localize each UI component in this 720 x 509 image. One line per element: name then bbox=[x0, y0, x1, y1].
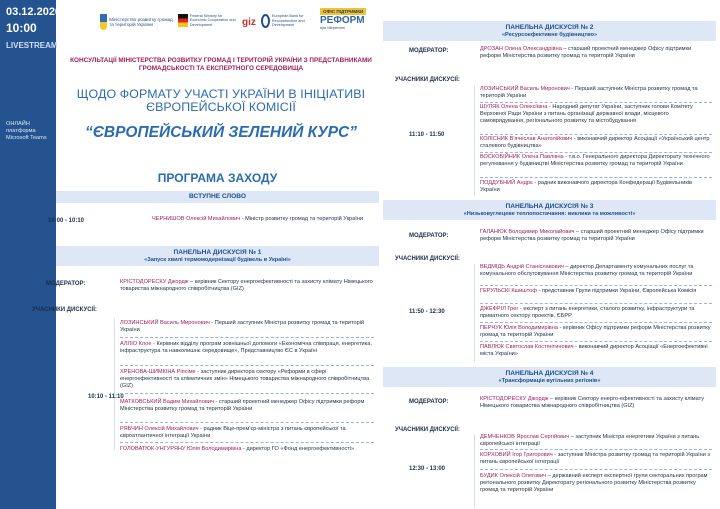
panel3-participant: ДЖЕФРІЛ Грег - експерт з питань енергетики, сталого розвитку, інфраструктури та приватного сектору проектів, ЄБРР bbox=[480, 306, 695, 319]
separator bbox=[120, 337, 374, 338]
separator bbox=[480, 322, 712, 323]
panel1-bar: ПАНЕЛЬНА ДИСКУСІЯ № 1 «Запуск хвилі термомодернізації будівель в Україні» bbox=[56, 246, 379, 266]
intro-bar: ВСТУПНЕ СЛОВО bbox=[56, 191, 379, 203]
panel1-divider bbox=[114, 318, 115, 450]
event-time: 10:00 bbox=[6, 21, 37, 35]
right-column bbox=[383, 0, 716, 509]
separator bbox=[120, 442, 374, 443]
panel1-participant: ГОЛОВАТЮК-УНГУРЯНУ Юлія Володимирівна - директор ГО «Фонд енергоефективності» bbox=[120, 446, 355, 452]
intro-speaker: ЧЕРНИШОВ Олексій Михайлович - Міністр розвитку громад та територій України bbox=[152, 216, 364, 222]
panel1-participants-label: УЧАСНИКИ ДИСКУСІЇ: bbox=[32, 307, 97, 313]
livestream-label: LIVESTREAM bbox=[6, 41, 58, 50]
sidebar bbox=[0, 0, 62, 509]
separator bbox=[480, 177, 712, 178]
panel4-moderator-label: МОДЕРАТОР: bbox=[409, 399, 449, 405]
panel3-participants-label: УЧАСНИКИ ДИСКУСІЇ: bbox=[395, 256, 460, 262]
shield-icon bbox=[100, 14, 107, 30]
page-title: ЩОДО ФОРМАТУ УЧАСТІ УКРАЇНИ В ІНІЦІАТИВІ ЄВРОПЕЙСЬКОЇ КОМІСІЇ bbox=[76, 87, 366, 115]
panel4-divider bbox=[474, 434, 475, 508]
panel3-bar: ПАНЕЛЬНА ДИСКУСІЯ № 3 «Низьковуглецеве теплопостачання: виклики та можливості» bbox=[383, 200, 716, 220]
panel4-participant: ДЕМЧЕНКОВ Ярослав Сергійович – заступник Міністра енергетики України з питань європейської інтеграції bbox=[480, 434, 700, 447]
separator bbox=[120, 422, 374, 423]
separator bbox=[480, 285, 712, 286]
panel1-moderator-label: МОДЕРАТОР: bbox=[46, 281, 86, 287]
panel3-divider bbox=[474, 264, 475, 362]
partner-logos bbox=[56, 6, 379, 46]
panel1-time: 10:10 - 11:10 bbox=[88, 394, 124, 400]
bmz-logo: Federal Ministry for Economic Cooperation and Development bbox=[178, 14, 236, 27]
panel3-participant: ГЕРУЛЬСКІ Кшиштоф - представник Групи підтримки України, Європейська Комісія bbox=[480, 288, 697, 294]
separator bbox=[480, 449, 712, 450]
online-platform: ОНЛАЙН платформа Microsoft Teams bbox=[6, 121, 47, 141]
panel1-participant: ХРЕНОВА-ШИМКІНА Ріпсіме - заступник директора сектору «Реформи в сфері енергоефективності та кліматичних змін» Німецького товариства міжнародного співробітництва (GIZ) bbox=[120, 369, 370, 389]
separator bbox=[480, 303, 712, 304]
separator bbox=[480, 102, 712, 103]
separator bbox=[480, 341, 712, 342]
panel2-moderator-label: МОДЕРАТОР: bbox=[409, 48, 449, 54]
reform-office-logo: ОФІС ПІДТРИМКИ РЕФОРМ при Мінрегіоні bbox=[320, 9, 365, 31]
panel4-time: 12:30 - 13:00 bbox=[409, 466, 446, 472]
panel2-participant: ШУЛЯК Олена Олексіївна - Народний депутат України, заступник голови Комітету Верховної Ради України з питань організації державної влади, місцевого самоврядування, регіонального розвитку та містобудування bbox=[480, 104, 693, 124]
panel2-moderator: ДРОЗАН Олена Олександрівна – старший проектний менеджер Офісу підтримки реформ Міністерства розвитку громад та територій України bbox=[480, 46, 692, 59]
event-date: 03.12.2020 bbox=[6, 6, 62, 18]
separator bbox=[480, 469, 712, 470]
panel1-participant: ЛОЗИНСЬКИЙ Василь Миронович - Перший заступник Міністра розвитку громад та територій України bbox=[120, 320, 365, 333]
panel2-participants-label: УЧАСНИКИ ДИСКУСІЇ: bbox=[395, 77, 460, 83]
panel3-participant: ПЕРЧУК Юлія Володимирівна - керівник Офісу підтримки реформ Міністерства розвитку громад та територій України bbox=[480, 325, 711, 338]
intro-time: 10:00 - 10:10 bbox=[48, 218, 85, 224]
panel4-participants-label: УЧАСНИКИ ДИСКУСІЇ: bbox=[395, 427, 460, 433]
ebrd-emblem-icon bbox=[261, 14, 270, 28]
consultation-heading: КОНСУЛЬТАЦІЇ МІНІСТЕРСТВА РОЗВИТКУ ГРОМАД І ТЕРИТОРІЙ УКРАЇНИ З ПРЕДСТАВНИКАМИ ГРОМАДСЬКОСТІ ТА ЕКСПЕРТНОГО СЕРЕДОВИЩА bbox=[70, 57, 372, 72]
separator bbox=[120, 393, 374, 394]
panel1-moderator: КРІСТОДОРЕСКУ Джордж – керівник Сектору енергоефективності та захисту клімату Німецького товариства міжнародного співробітництва (GIZ) bbox=[120, 279, 373, 292]
panel2-time: 11:10 - 11:50 bbox=[409, 132, 445, 138]
panel2-participant: ЛОЗИНСЬКИЙ Василь Миронович - Перший заступник Міністра розвитку громад та територій України bbox=[480, 86, 698, 99]
panel4-bar: ПАНЕЛЬНА ДИСКУСІЯ № 4 «Трансформація вугільних регіонів» bbox=[383, 367, 716, 387]
panel3-participant: ВЕДМІДЬ Андрій Станіславович – директор Департаменту комунальних послуг та комунального обслуговування Міністерства розвитку громад та територій України bbox=[480, 264, 694, 277]
giz-logo: giz bbox=[242, 17, 256, 28]
separator bbox=[480, 134, 712, 135]
ministry-logo: Міністерство розвитку громад та територій України bbox=[100, 14, 174, 30]
panel2-participant: ВОСКОБІЙНИК Олена Павлівна - т.в.о. Генерального директора Директорату технічного регулювання у будівництві Міністерства розвитку громад та територій України bbox=[480, 154, 710, 167]
panel4-participant: БУДИК Олексій Олегович – державний експерт експертної групи секторальних програм регіонального розвитку Директорату регіонального розвитку Міністерства розвитку громад та територій України bbox=[480, 473, 708, 493]
panel2-divider bbox=[474, 86, 475, 196]
panel3-time: 11:50 - 12:30 bbox=[409, 309, 445, 315]
panel3-moderator: ГАЛАНЮК Володимир Миколайович – старший проектний менеджер Офісу підтримки реформ Міністерства розвитку громад та територій України bbox=[480, 229, 704, 242]
panel2-bar: ПАНЕЛЬНА ДИСКУСІЯ № 2 «Ресурсоефективне будівництво» bbox=[383, 21, 716, 41]
panel1-participant: МАТКОВСЬКИЙ Вадим Михайлович - старший проектний менеджер Офісу підтримки реформ Міністерства розвитку громад та територій України bbox=[120, 399, 365, 412]
separator bbox=[120, 365, 374, 366]
panel2-participant: КОЛІСНИК В'ячеслав Анатолійович - виконавчий директор Асоціації «Український центр сталевого будівництва» bbox=[480, 136, 710, 149]
panel4-participant: КОРХОВИЙ Ігор Григорович - заступник Міністра розвитку громад та територій України з питань європейської інтеграції bbox=[480, 452, 710, 465]
panel3-participant: ПАВЛЮК Святослав Костянтинович - виконавчий директор Асоціації «Енергоефективні міста України» bbox=[480, 344, 708, 357]
panel2-participant: ПОДДУБНИЙ Андрє - радник виконавчого директора Конфедерації Будівельників України bbox=[480, 180, 692, 193]
page-title-highlight: “ЄВРОПЕЙСЬКИЙ ЗЕЛЕНИЙ КУРС” bbox=[85, 124, 357, 141]
panel1-participant: РЯБЧИН Олексій Михайлович - радник Віце-прем'єр-міністра з питань європейської та євроатлантичної інтеграції України bbox=[120, 426, 346, 439]
panel1-participant: АЛЛІО Клое - Керівник відділу програм зовнішньої допомоги «Економічна співпраця, енергетика, інфраструктура та навколишнє середовище», Представництво ЄС в Україні bbox=[120, 341, 372, 354]
german-flag-icon bbox=[178, 14, 188, 27]
program-heading: ПРОГРАМА ЗАХОДУ bbox=[157, 171, 278, 185]
panel3-moderator-label: МОДЕРАТОР: bbox=[409, 233, 449, 239]
separator bbox=[480, 152, 712, 153]
ebrd-logo: European Bank for Reconstruction and Development bbox=[261, 14, 315, 28]
panel4-moderator: КРІСТОДОРЕСКУ Джордж – керівник Сектору енерго-ефективності та захисту клімату Німецького товариства міжнародного співробітництва (GIZ) bbox=[480, 396, 705, 409]
